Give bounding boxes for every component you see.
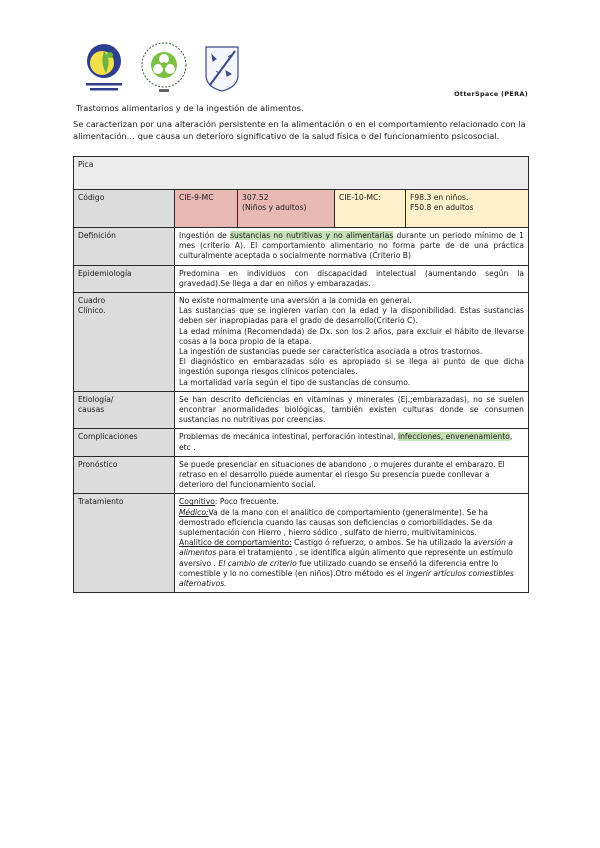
clinical-line: El diagnóstico en embarazadas sólo es apropiado si se llega al punto de que dicha ingestión suponga riesgos clínicos potenciales.	[179, 357, 524, 377]
document-intro: Se caracterizan por una alteración persistente en la alimentación o en el comportamiento relacionado con la alimentación… que causa un deterioro significativo de la salud física o del funcionamiento psicosocial.	[73, 119, 526, 141]
highlight: sustancias no nutritivas y no alimentarias	[230, 231, 394, 240]
header-right-text: OtterSpace (PERA)	[454, 90, 528, 98]
table-row-tratamiento	[74, 494, 529, 593]
table-row-definicion	[74, 228, 529, 266]
cognitivo-label: Cognitivo	[179, 497, 215, 507]
cie9-value	[238, 190, 335, 228]
cuadro-clinico-label: Cuadro Clínico.	[74, 293, 175, 392]
table-row-etiologia	[74, 391, 529, 429]
etiologia-text: Se han descrito deficiencias en vitaminas y minerales (Ej.;embarazadas), no se suelen encontrar anormalidades biológicas, también existen culturas donde se consumen sustancias no nutritivas por creencias.	[175, 391, 529, 429]
clinical-line: La edad mínima (Recomendada) de Dx. son los 2 años, para excluir el hábito de llevarse cosas a la boca propio de la etapa.	[179, 326, 524, 346]
tratamiento-text: Cognitivo: Poco frecuente. Médico:Va de la mano con el analitico de comportamiento (generalmente). Se ha demostrado eficiencia cuando las causas son deficiencias o comorbilidades. Se da suplementación con Hierro , hierro sódico , sulfato de hierro, multivitaminicos. Analitico de comportamiento: Castigo ó refuerzo, o ambos. Se ha utilizado la aversión a alimentos para el tratamiento , se identifica algún alimento que represente un estímulo aversivo . El cambio de criterio fue utilizado cuando se enseñó la diferencia entre lo comestible y lo no comestible (en niños).Otro método es el ingerir artículos comestibles alternativos.	[175, 494, 529, 593]
epidemiologia-label: Epidemiología	[74, 265, 175, 292]
cie9-label: CIE-9-MC	[175, 190, 238, 228]
table-row-pronostico	[74, 456, 529, 494]
cuadro-clinico-text	[175, 293, 529, 392]
highlight: infecciones, envenenamiento	[397, 432, 510, 442]
epidemiologia-text: Predomina en individuos con discapacidad intelectual (aumentando según la gravedad).Se llega a dar en niños y embarazadas.	[175, 265, 529, 292]
clinical-line: La mortalidad varía según el tipo de sustancias de consumo.	[179, 377, 411, 387]
logo-bar	[82, 40, 242, 96]
clinical-line: La ingestión de sustancias puede ser característica asociada a otros trastornos.	[179, 347, 483, 357]
table-row-codigo	[74, 190, 529, 228]
disorder-name: Pica	[74, 157, 529, 190]
document-title: Trastornos alimentarios y de la ingestión de alimentos.	[76, 103, 304, 113]
cie9-code: 307.52	[242, 193, 269, 202]
logo-faculty-seal	[140, 41, 188, 95]
complicaciones-label: Complicaciones	[74, 429, 175, 456]
table-row-cuadro-clinico	[74, 293, 529, 392]
table-row-epidemiologia	[74, 265, 529, 292]
disorder-table	[73, 156, 529, 593]
logo-nutrition-department	[82, 41, 126, 95]
logo-university-crest	[202, 41, 242, 95]
clinical-line: No existe normalmente una aversión a la comida en general.	[179, 296, 412, 306]
tratamiento-label: Tratamiento	[74, 494, 175, 593]
cie9-scope: (Niños y adultos)	[242, 203, 307, 213]
medico-label: Médico:	[179, 507, 209, 517]
pronostico-label: Pronóstico	[74, 456, 175, 494]
codigo-label: Código	[74, 190, 175, 228]
definicion-label: Definición	[74, 228, 175, 266]
cie10-code-adults: F50.8 en adultos	[410, 203, 474, 213]
table-row-title	[74, 157, 529, 190]
complicaciones-text: Problemas de mecánica intestinal, perforación intestinal, infecciones, envenenamiento, etc .	[175, 429, 529, 456]
clinical-line: Las sustancias que se ingieren varían con la edad y la disponibilidad. Estas sustancias deben ser inapropiadas para el grado de desarrollo(Criterio C).	[179, 306, 524, 326]
analitico-label: Analitico de comportamiento:	[179, 538, 292, 548]
cie10-value	[406, 190, 529, 228]
cie10-code-children: F98.3 en niños.	[410, 193, 469, 202]
cie10-label: CIE-10-MC:	[335, 190, 406, 228]
pronostico-text: Se puede presenciar en situaciones de abandono , o mujeres durante el embarazo. El retraso en el desarrollo puede aumentar el riesgo Su presencia puede conllevar a deterioro del funcionamiento social.	[175, 456, 529, 494]
etiologia-label: Etiología/ causas	[74, 391, 175, 429]
definicion-text: Ingestión de sustancias no nutritivas y no alimentarias durante un periodo mínimo de 1 mes (criterio A). El comportamiento alimentario no forma parte de de una práctica culturalmente aceptada o socialmente normativa (Criterio B)	[175, 228, 529, 266]
table-row-complicaciones	[74, 429, 529, 456]
